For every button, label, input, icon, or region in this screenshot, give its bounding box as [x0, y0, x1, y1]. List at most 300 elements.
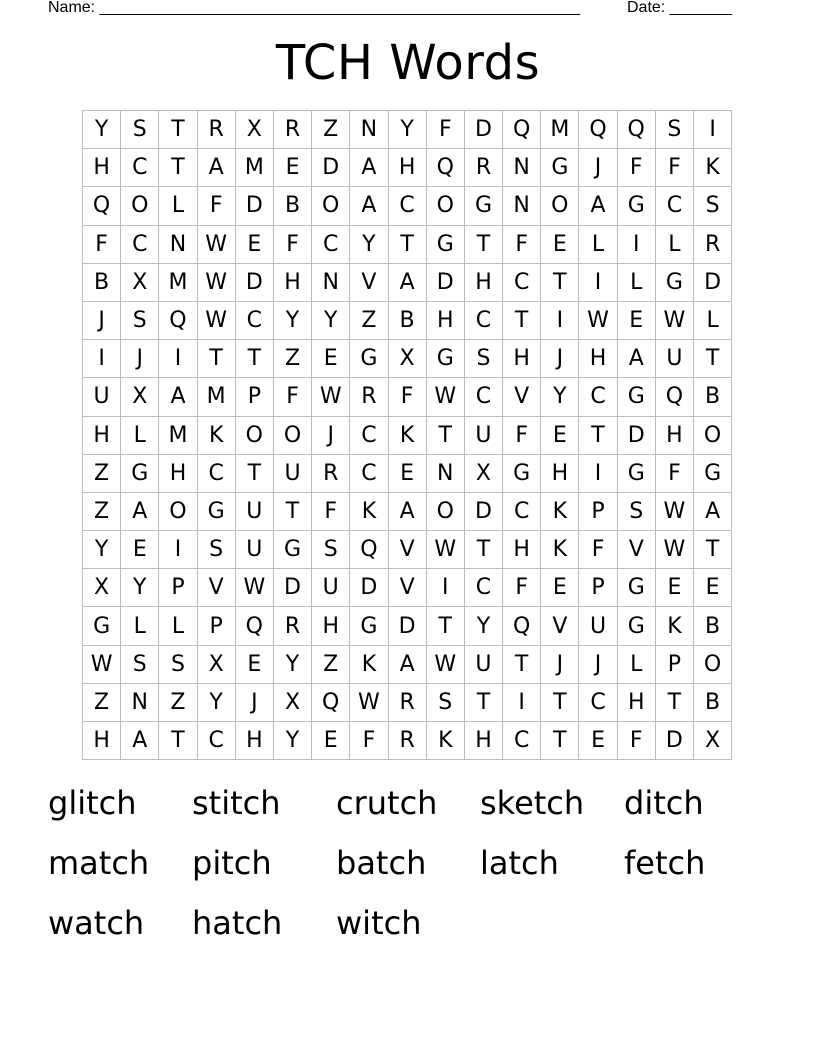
- grid-cell: E: [389, 455, 427, 493]
- grid-cell: C: [198, 455, 236, 493]
- grid-cell: H: [159, 455, 197, 493]
- grid-cell: E: [312, 340, 350, 378]
- grid-cell: N: [350, 111, 388, 149]
- grid-cell: Q: [312, 684, 350, 722]
- grid-cell: E: [312, 722, 350, 760]
- grid-cell: V: [198, 569, 236, 607]
- grid-cell: T: [541, 722, 579, 760]
- grid-cell: A: [350, 187, 388, 225]
- grid-cell: V: [350, 264, 388, 302]
- grid-cell: F: [198, 187, 236, 225]
- grid-cell: G: [618, 569, 656, 607]
- grid-cell: B: [274, 187, 312, 225]
- grid-cell: R: [389, 684, 427, 722]
- grid-cell: T: [541, 684, 579, 722]
- grid-cell: T: [694, 340, 732, 378]
- grid-cell: W: [656, 302, 694, 340]
- grid-cell: L: [618, 646, 656, 684]
- grid-cell: H: [83, 417, 121, 455]
- grid-cell: H: [503, 531, 541, 569]
- grid-cell: F: [350, 722, 388, 760]
- grid-cell: G: [427, 340, 465, 378]
- word-bank-item: sketch: [480, 784, 585, 822]
- grid-cell: G: [121, 455, 159, 493]
- grid-cell: S: [618, 493, 656, 531]
- grid-cell: O: [541, 187, 579, 225]
- grid-cell: Z: [83, 455, 121, 493]
- grid-cell: Q: [656, 378, 694, 416]
- grid-cell: K: [350, 646, 388, 684]
- grid-cell: W: [656, 493, 694, 531]
- grid-cell: K: [198, 417, 236, 455]
- grid-cell: P: [159, 569, 197, 607]
- grid-cell: A: [121, 493, 159, 531]
- grid-cell: A: [579, 187, 617, 225]
- grid-cell: C: [236, 302, 274, 340]
- grid-cell: F: [656, 455, 694, 493]
- grid-cell: A: [121, 722, 159, 760]
- grid-cell: T: [579, 417, 617, 455]
- grid-cell: Y: [312, 302, 350, 340]
- grid-cell: S: [694, 187, 732, 225]
- grid-cell: F: [274, 378, 312, 416]
- grid-cell: Y: [350, 226, 388, 264]
- grid-cell: W: [656, 531, 694, 569]
- grid-cell: T: [427, 607, 465, 645]
- grid-cell: E: [541, 226, 579, 264]
- grid-cell: R: [198, 111, 236, 149]
- grid-cell: H: [465, 722, 503, 760]
- grid-cell: H: [465, 264, 503, 302]
- grid-cell: M: [541, 111, 579, 149]
- grid-cell: S: [656, 111, 694, 149]
- grid-cell: M: [236, 149, 274, 187]
- grid-cell: K: [427, 722, 465, 760]
- grid-cell: C: [465, 569, 503, 607]
- grid-cell: X: [389, 340, 427, 378]
- word-bank-item: ditch: [624, 784, 704, 822]
- grid-cell: X: [83, 569, 121, 607]
- grid-cell: C: [465, 302, 503, 340]
- grid-cell: O: [694, 417, 732, 455]
- grid-cell: T: [389, 226, 427, 264]
- grid-cell: S: [159, 646, 197, 684]
- grid-cell: G: [274, 531, 312, 569]
- grid-cell: G: [618, 455, 656, 493]
- grid-cell: F: [656, 149, 694, 187]
- grid-cell: Q: [350, 531, 388, 569]
- grid-cell: L: [121, 417, 159, 455]
- grid-cell: C: [465, 378, 503, 416]
- grid-cell: T: [236, 455, 274, 493]
- word-bank-item: crutch: [336, 784, 438, 822]
- grid-cell: H: [312, 607, 350, 645]
- grid-cell: Q: [427, 149, 465, 187]
- grid-cell: G: [83, 607, 121, 645]
- grid-cell: D: [236, 264, 274, 302]
- grid-cell: F: [618, 722, 656, 760]
- grid-cell: Y: [274, 722, 312, 760]
- grid-cell: T: [427, 417, 465, 455]
- grid-cell: C: [389, 187, 427, 225]
- grid-cell: I: [541, 302, 579, 340]
- grid-cell: K: [350, 493, 388, 531]
- grid-cell: T: [503, 302, 541, 340]
- grid-cell: Q: [83, 187, 121, 225]
- grid-cell: T: [541, 264, 579, 302]
- grid-cell: Z: [274, 340, 312, 378]
- grid-cell: C: [121, 149, 159, 187]
- grid-cell: P: [579, 569, 617, 607]
- grid-cell: R: [694, 226, 732, 264]
- grid-cell: O: [427, 493, 465, 531]
- grid-cell: D: [694, 264, 732, 302]
- grid-cell: D: [656, 722, 694, 760]
- grid-cell: T: [465, 684, 503, 722]
- grid-cell: P: [236, 378, 274, 416]
- grid-cell: D: [274, 569, 312, 607]
- grid-cell: B: [389, 302, 427, 340]
- grid-cell: A: [350, 149, 388, 187]
- grid-cell: H: [427, 302, 465, 340]
- grid-cell: A: [389, 264, 427, 302]
- grid-cell: C: [503, 493, 541, 531]
- grid-cell: K: [694, 149, 732, 187]
- grid-cell: T: [159, 111, 197, 149]
- grid-cell: U: [465, 646, 503, 684]
- grid-cell: F: [389, 378, 427, 416]
- grid-cell: G: [427, 226, 465, 264]
- grid-cell: I: [159, 531, 197, 569]
- grid-cell: T: [465, 531, 503, 569]
- grid-cell: C: [656, 187, 694, 225]
- word-bank: [48, 780, 768, 960]
- grid-cell: U: [236, 531, 274, 569]
- grid-cell: K: [541, 493, 579, 531]
- grid-cell: E: [236, 226, 274, 264]
- grid-cell: S: [427, 684, 465, 722]
- grid-cell: A: [389, 646, 427, 684]
- grid-cell: H: [274, 264, 312, 302]
- grid-cell: A: [618, 340, 656, 378]
- grid-cell: J: [83, 302, 121, 340]
- grid-cell: J: [579, 149, 617, 187]
- grid-cell: X: [694, 722, 732, 760]
- grid-cell: G: [618, 187, 656, 225]
- grid-cell: T: [503, 646, 541, 684]
- grid-cell: L: [159, 607, 197, 645]
- grid-cell: D: [236, 187, 274, 225]
- grid-cell: W: [427, 531, 465, 569]
- grid-cell: C: [503, 264, 541, 302]
- grid-cell: U: [579, 607, 617, 645]
- grid-cell: Y: [274, 646, 312, 684]
- grid-cell: Q: [503, 607, 541, 645]
- grid-cell: Y: [83, 111, 121, 149]
- grid-cell: L: [159, 187, 197, 225]
- grid-cell: T: [236, 340, 274, 378]
- grid-cell: S: [121, 111, 159, 149]
- grid-cell: T: [274, 493, 312, 531]
- grid-cell: E: [541, 569, 579, 607]
- grid-cell: K: [389, 417, 427, 455]
- grid-cell: Z: [350, 302, 388, 340]
- word-bank-item: match: [48, 844, 150, 882]
- grid-cell: F: [503, 226, 541, 264]
- grid-cell: N: [427, 455, 465, 493]
- grid-cell: N: [312, 264, 350, 302]
- grid-cell: Q: [618, 111, 656, 149]
- grid-cell: J: [312, 417, 350, 455]
- grid-cell: M: [159, 264, 197, 302]
- grid-cell: F: [312, 493, 350, 531]
- grid-cell: C: [198, 722, 236, 760]
- grid-cell: Y: [541, 378, 579, 416]
- grid-cell: I: [427, 569, 465, 607]
- grid-cell: R: [312, 455, 350, 493]
- name-field: Name: ______________________________________________________: [48, 0, 581, 16]
- grid-cell: N: [159, 226, 197, 264]
- grid-cell: E: [274, 149, 312, 187]
- grid-cell: V: [389, 531, 427, 569]
- grid-cell: V: [389, 569, 427, 607]
- grid-cell: E: [618, 302, 656, 340]
- grid-cell: F: [579, 531, 617, 569]
- grid-cell: P: [198, 607, 236, 645]
- grid-cell: U: [83, 378, 121, 416]
- grid-cell: Y: [83, 531, 121, 569]
- word-bank-item: stitch: [192, 784, 281, 822]
- grid-cell: G: [618, 607, 656, 645]
- grid-cell: U: [236, 493, 274, 531]
- grid-cell: V: [618, 531, 656, 569]
- grid-cell: D: [389, 607, 427, 645]
- grid-cell: X: [198, 646, 236, 684]
- grid-cell: A: [159, 378, 197, 416]
- grid-cell: G: [198, 493, 236, 531]
- grid-cell: R: [350, 378, 388, 416]
- grid-cell: Z: [83, 684, 121, 722]
- grid-cell: O: [312, 187, 350, 225]
- grid-cell: H: [503, 340, 541, 378]
- page-title: TCH Words: [275, 35, 541, 91]
- grid-cell: F: [83, 226, 121, 264]
- grid-cell: D: [618, 417, 656, 455]
- grid-cell: N: [503, 149, 541, 187]
- grid-cell: S: [198, 531, 236, 569]
- grid-cell: G: [350, 340, 388, 378]
- grid-cell: H: [579, 340, 617, 378]
- word-bank-item: latch: [480, 844, 559, 882]
- grid-cell: U: [312, 569, 350, 607]
- grid-cell: W: [312, 378, 350, 416]
- word-search-grid: [82, 110, 732, 760]
- grid-cell: I: [579, 264, 617, 302]
- grid-cell: R: [274, 111, 312, 149]
- grid-cell: Z: [159, 684, 197, 722]
- word-bank-item: batch: [336, 844, 427, 882]
- grid-cell: J: [236, 684, 274, 722]
- grid-cell: K: [656, 607, 694, 645]
- grid-cell: V: [541, 607, 579, 645]
- grid-cell: G: [350, 607, 388, 645]
- grid-cell: W: [198, 302, 236, 340]
- grid-cell: D: [312, 149, 350, 187]
- grid-cell: E: [579, 722, 617, 760]
- grid-cell: Y: [121, 569, 159, 607]
- grid-cell: C: [350, 455, 388, 493]
- grid-cell: X: [121, 264, 159, 302]
- grid-cell: X: [236, 111, 274, 149]
- grid-cell: D: [427, 264, 465, 302]
- grid-cell: N: [121, 684, 159, 722]
- grid-cell: E: [694, 569, 732, 607]
- grid-cell: U: [656, 340, 694, 378]
- grid-cell: J: [541, 646, 579, 684]
- grid-cell: R: [274, 607, 312, 645]
- grid-cell: Q: [159, 302, 197, 340]
- grid-cell: W: [198, 264, 236, 302]
- grid-cell: T: [656, 684, 694, 722]
- grid-cell: O: [427, 187, 465, 225]
- grid-cell: K: [541, 531, 579, 569]
- grid-cell: B: [694, 607, 732, 645]
- grid-cell: T: [159, 722, 197, 760]
- word-bank-item: watch: [48, 904, 145, 942]
- grid-cell: B: [694, 684, 732, 722]
- grid-cell: U: [465, 417, 503, 455]
- grid-cell: E: [236, 646, 274, 684]
- grid-cell: O: [121, 187, 159, 225]
- grid-cell: Z: [83, 493, 121, 531]
- date-field: Date: _______: [627, 0, 732, 16]
- grid-cell: O: [236, 417, 274, 455]
- grid-cell: D: [465, 111, 503, 149]
- grid-cell: O: [274, 417, 312, 455]
- grid-cell: W: [350, 684, 388, 722]
- grid-cell: G: [618, 378, 656, 416]
- grid-cell: A: [389, 493, 427, 531]
- grid-cell: W: [579, 302, 617, 340]
- grid-cell: T: [198, 340, 236, 378]
- grid-cell: I: [503, 684, 541, 722]
- grid-cell: I: [83, 340, 121, 378]
- word-bank-item: pitch: [192, 844, 272, 882]
- grid-cell: I: [159, 340, 197, 378]
- grid-cell: C: [350, 417, 388, 455]
- grid-cell: F: [618, 149, 656, 187]
- grid-cell: W: [83, 646, 121, 684]
- grid-cell: S: [312, 531, 350, 569]
- grid-cell: B: [83, 264, 121, 302]
- grid-cell: W: [236, 569, 274, 607]
- grid-cell: B: [694, 378, 732, 416]
- grid-cell: X: [121, 378, 159, 416]
- grid-cell: J: [541, 340, 579, 378]
- grid-cell: W: [198, 226, 236, 264]
- grid-cell: H: [83, 149, 121, 187]
- grid-cell: X: [465, 455, 503, 493]
- grid-cell: D: [350, 569, 388, 607]
- grid-cell: Z: [312, 646, 350, 684]
- grid-cell: Y: [198, 684, 236, 722]
- grid-cell: G: [656, 264, 694, 302]
- grid-cell: H: [541, 455, 579, 493]
- grid-cell: Q: [579, 111, 617, 149]
- grid-cell: D: [465, 493, 503, 531]
- grid-cell: E: [121, 531, 159, 569]
- grid-cell: I: [618, 226, 656, 264]
- word-bank-item: glitch: [48, 784, 137, 822]
- grid-cell: X: [274, 684, 312, 722]
- grid-cell: L: [618, 264, 656, 302]
- grid-cell: T: [694, 531, 732, 569]
- grid-cell: V: [503, 378, 541, 416]
- word-bank-item: fetch: [624, 844, 706, 882]
- grid-cell: G: [465, 187, 503, 225]
- grid-cell: O: [694, 646, 732, 684]
- grid-cell: E: [541, 417, 579, 455]
- grid-cell: L: [656, 226, 694, 264]
- grid-cell: J: [579, 646, 617, 684]
- word-bank-item: hatch: [192, 904, 283, 942]
- grid-cell: C: [312, 226, 350, 264]
- grid-cell: C: [579, 378, 617, 416]
- grid-cell: G: [694, 455, 732, 493]
- grid-cell: H: [83, 722, 121, 760]
- grid-cell: O: [159, 493, 197, 531]
- grid-cell: Q: [236, 607, 274, 645]
- grid-cell: L: [579, 226, 617, 264]
- grid-cell: P: [579, 493, 617, 531]
- grid-cell: F: [503, 417, 541, 455]
- grid-cell: Q: [503, 111, 541, 149]
- grid-cell: Y: [274, 302, 312, 340]
- grid-cell: U: [274, 455, 312, 493]
- grid-cell: H: [236, 722, 274, 760]
- grid-cell: F: [274, 226, 312, 264]
- grid-cell: T: [465, 226, 503, 264]
- grid-cell: G: [541, 149, 579, 187]
- grid-cell: L: [121, 607, 159, 645]
- grid-cell: I: [694, 111, 732, 149]
- grid-cell: Z: [312, 111, 350, 149]
- grid-cell: L: [694, 302, 732, 340]
- grid-cell: I: [579, 455, 617, 493]
- grid-cell: W: [427, 378, 465, 416]
- grid-cell: P: [656, 646, 694, 684]
- grid-cell: S: [465, 340, 503, 378]
- grid-cell: M: [198, 378, 236, 416]
- grid-cell: Y: [389, 111, 427, 149]
- grid-cell: T: [159, 149, 197, 187]
- grid-cell: F: [503, 569, 541, 607]
- grid-cell: R: [389, 722, 427, 760]
- grid-cell: H: [656, 417, 694, 455]
- grid-cell: E: [656, 569, 694, 607]
- grid-cell: C: [503, 722, 541, 760]
- grid-cell: F: [427, 111, 465, 149]
- grid-cell: A: [198, 149, 236, 187]
- grid-cell: W: [427, 646, 465, 684]
- grid-cell: N: [503, 187, 541, 225]
- grid-cell: Y: [465, 607, 503, 645]
- grid-cell: G: [503, 455, 541, 493]
- grid-cell: S: [121, 646, 159, 684]
- word-bank-item: witch: [336, 904, 422, 942]
- grid-cell: H: [389, 149, 427, 187]
- grid-cell: C: [579, 684, 617, 722]
